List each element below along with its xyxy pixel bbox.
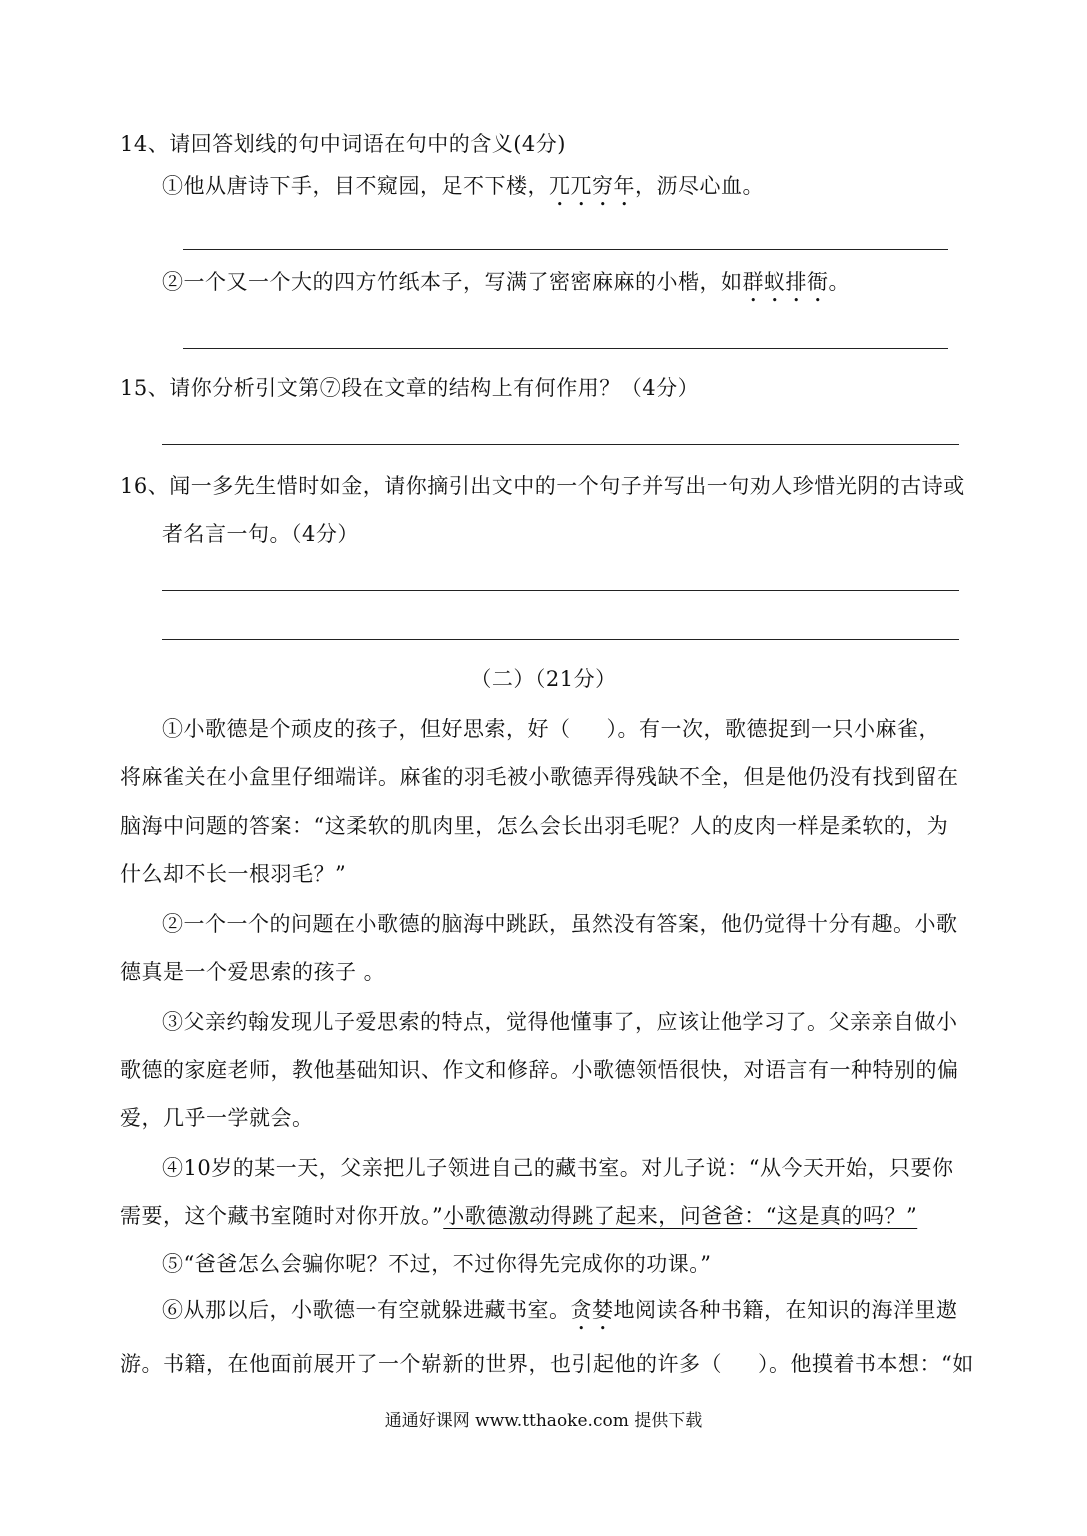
p4-line-1: ④10岁的某一天，父亲把儿子领进自己的藏书室。对儿子说：“从今天开始，只要你 — [162, 1156, 954, 1180]
underlined-sentence: 小歌德激动得跳了起来，问爸爸：“这是真的吗？” — [443, 1204, 918, 1228]
p5-line-1: ⑤“爸爸怎么会骗你呢？不过，不过你得先完成你的功课。” — [162, 1252, 712, 1276]
answer-line — [183, 249, 948, 250]
p3-line-1: ③父亲约翰发现儿子爱思索的特点，觉得他懂事了，应该让他学习了。父亲亲自做小 — [162, 1010, 958, 1034]
p3-line-2: 歌德的家庭老师，教他基础知识、作文和修辞。小歌德领悟很快，对语言有一种特别的偏 — [120, 1058, 959, 1082]
q16-line-2: 者名言一句。（4分） — [162, 522, 359, 546]
section-heading: （二）（21分） — [470, 667, 617, 691]
q16-line-1: 16、闻一多先生惜时如金，请你摘引出文中的一个句子并写出一句劝人珍惜光阴的古诗或 — [120, 474, 965, 498]
p3-line-3: 爱，几乎一学就会。 — [120, 1106, 314, 1130]
dotted-term-1: 兀兀穷年 — [549, 174, 635, 198]
q14-title: 14、请回答划线的句中词语在句中的含义(4分) — [120, 132, 566, 156]
p2-line-1: ②一个一个的问题在小歌德的脑海中跳跃，虽然没有答案，他仍觉得十分有趣。小歌 — [162, 912, 958, 936]
answer-line — [162, 590, 959, 591]
p1-line-1: ①小歌德是个顽皮的孩子，但好思索，好（ ）。有一次，歌德捉到一只小麻雀， — [162, 717, 940, 741]
dotted-term-3: 贪婪 — [570, 1298, 614, 1322]
answer-line — [183, 348, 948, 349]
answer-line — [162, 639, 959, 640]
page-footer: 通通好课网 www.tthaoke.com 提供下载 — [384, 1411, 703, 1431]
q14-sentence-1: ①他从唐诗下手，目不窥园，足不下楼，兀兀穷年，沥尽心血。 — [162, 174, 764, 198]
p2-line-2: 德真是一个爱思索的孩子 。 — [120, 960, 386, 984]
q14-sentence-2: ②一个又一个大的四方竹纸本子，写满了密密麻麻的小楷，如群蚁排衙。 — [162, 270, 850, 294]
dotted-term-2: 群蚁排衙 — [742, 270, 829, 294]
p1-line-4: 什么却不长一根羽毛？” — [120, 862, 347, 886]
p4-line-2: 需要，这个藏书室随时对你开放。”小歌德激动得跳了起来，问爸爸：“这是真的吗？” — [120, 1204, 918, 1228]
p1-line-2: 将麻雀关在小盒里仔细端详。麻雀的羽毛被小歌德弄得残缺不全，但是他仍没有找到留在 — [120, 765, 959, 789]
q15-title: 15、请你分析引文第⑦段在文章的结构上有何作用？（4分） — [120, 376, 700, 400]
p6-line-2: 游。书籍，在他面前展开了一个崭新的世界，也引起他的许多（ ）。他摸着书本想：“如 — [120, 1352, 974, 1376]
answer-line — [162, 444, 959, 445]
p6-line-1: ⑥从那以后，小歌德一有空就躲进藏书室。贪婪地阅读各种书籍，在知识的海洋里遨 — [162, 1298, 958, 1322]
p1-line-3: 脑海中问题的答案：“这柔软的肌肉里，怎么会长出羽毛呢？人的皮肉一样是柔软的，为 — [120, 814, 949, 838]
